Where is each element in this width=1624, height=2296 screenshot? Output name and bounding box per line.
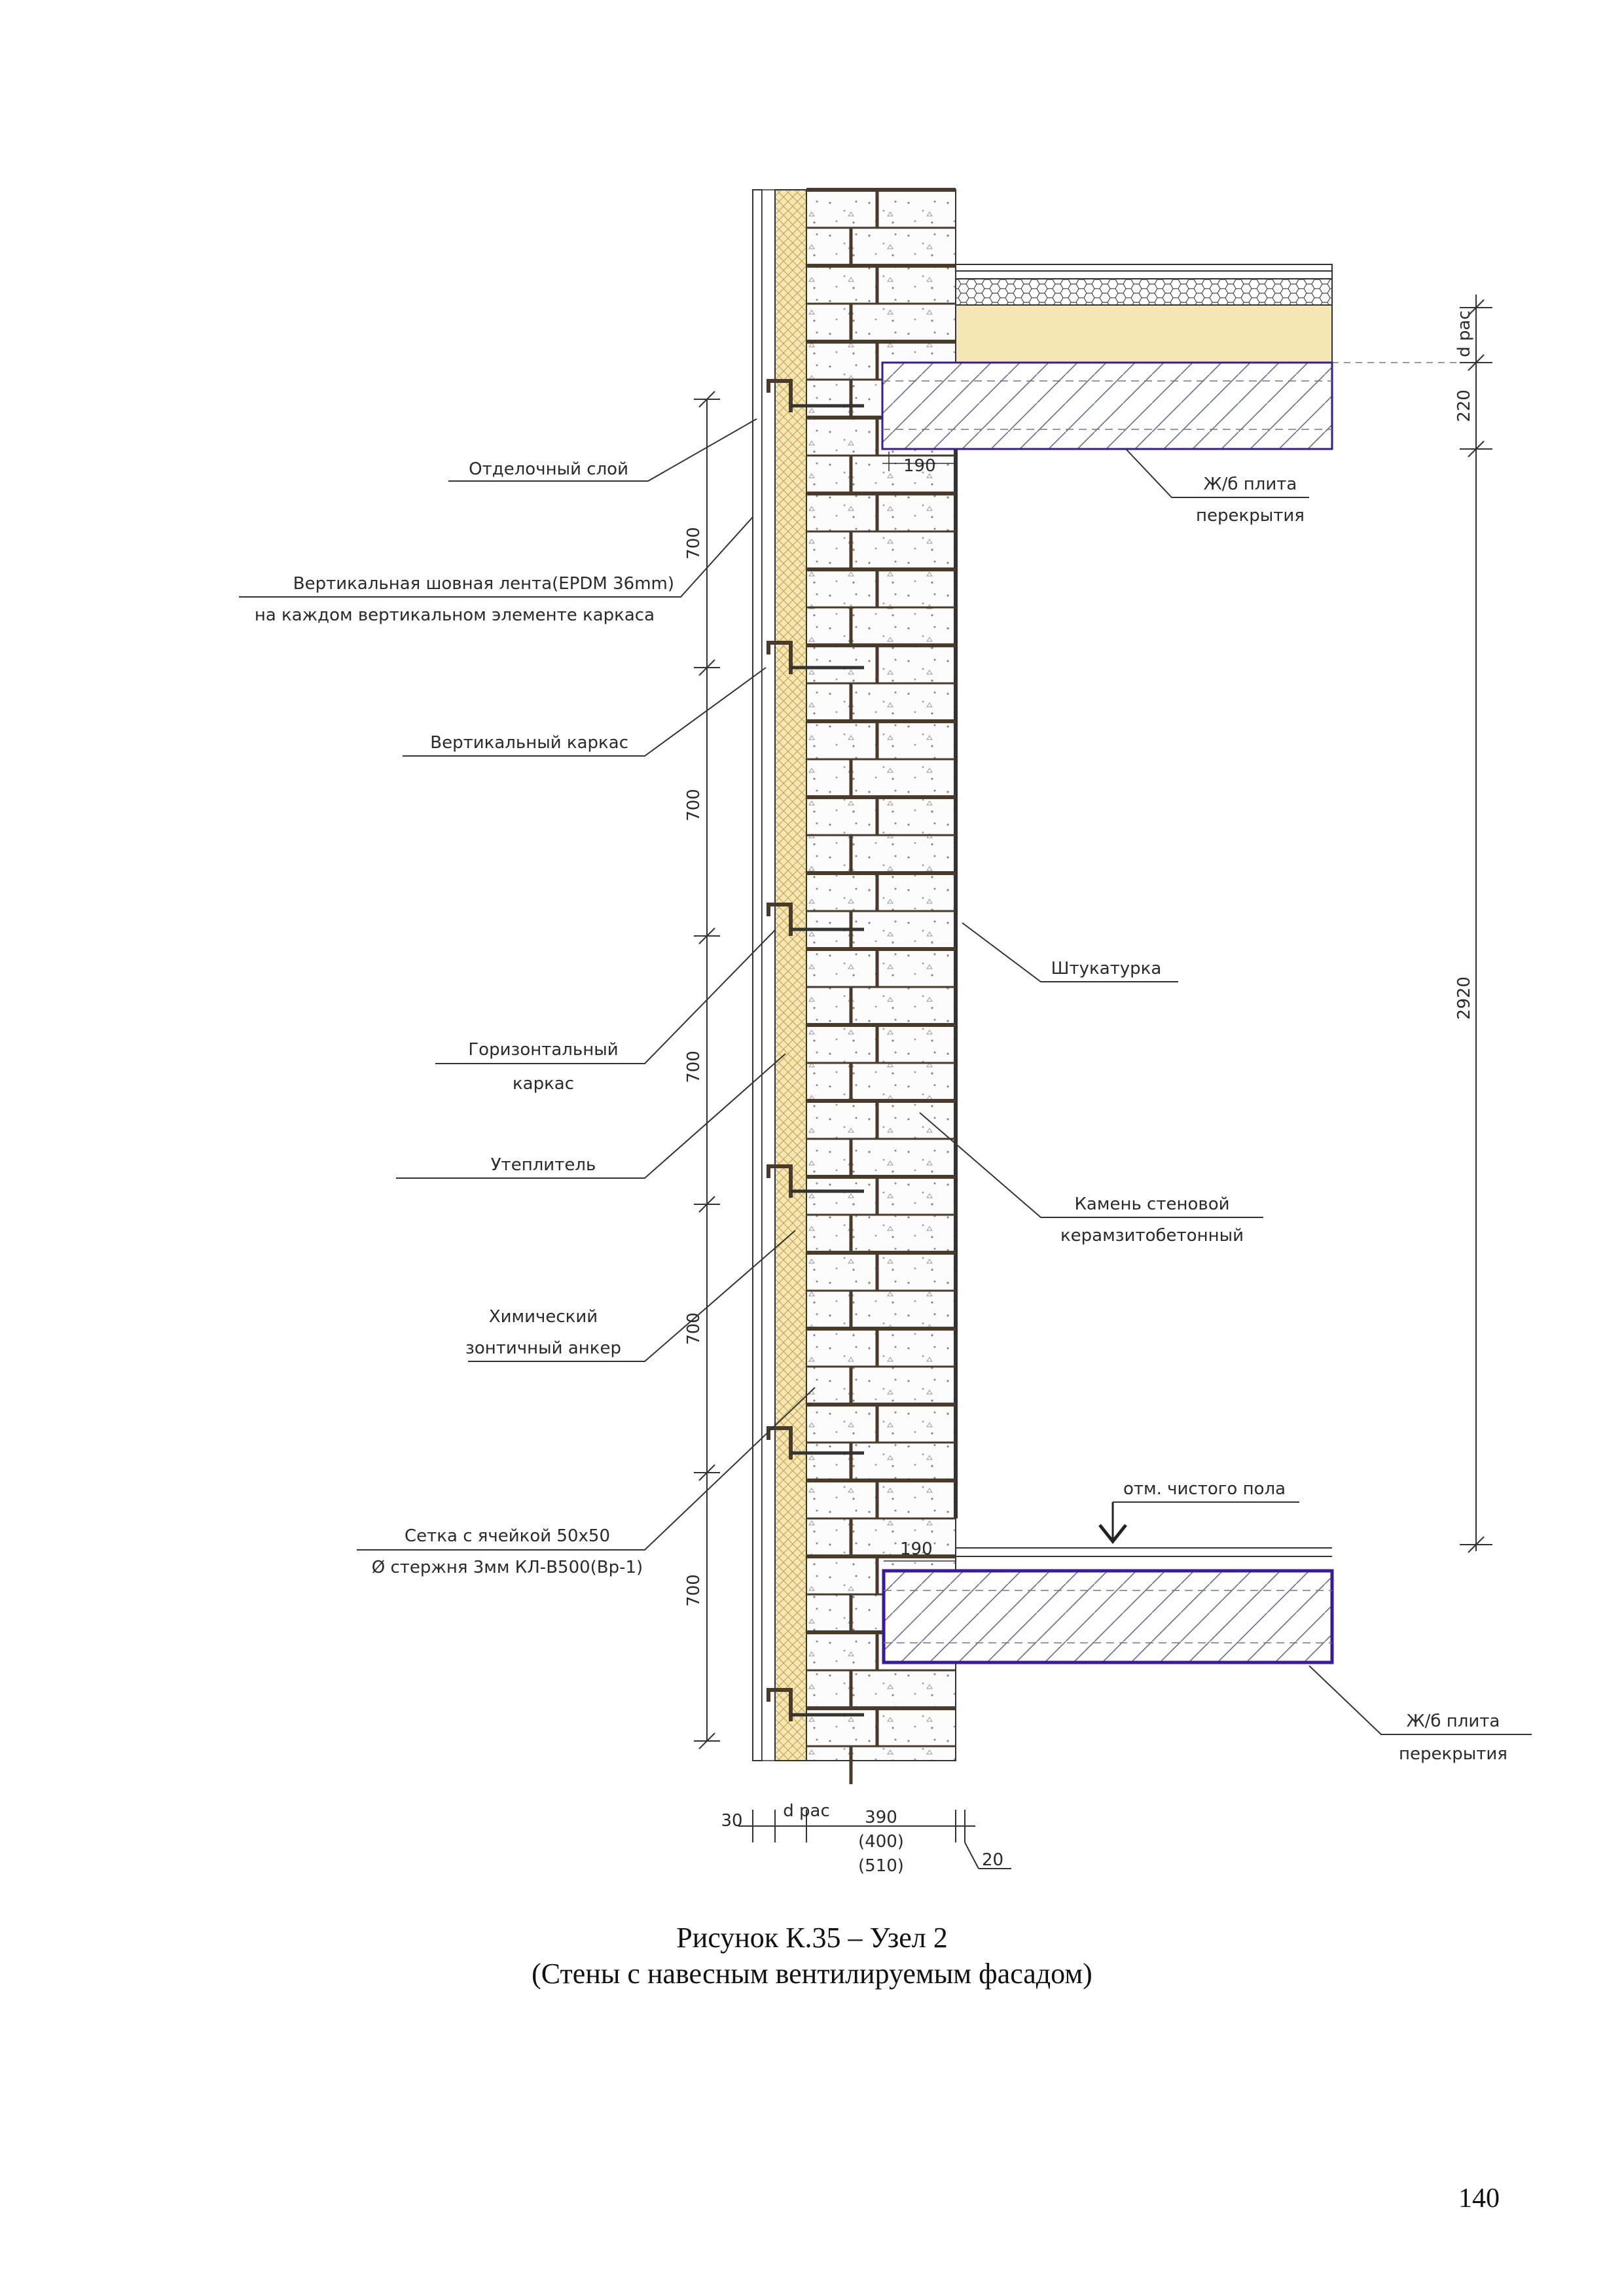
dim-700-1: 700 xyxy=(684,527,704,560)
dim-190-bottom: 190 xyxy=(900,1539,933,1559)
label-stone-1: Камень стеновой xyxy=(1074,1194,1230,1214)
right-dimension-chain xyxy=(1332,295,1492,1552)
label-insulation: Утеплитель xyxy=(490,1155,596,1175)
dim-30: 30 xyxy=(721,1811,743,1831)
label-floor-mark: отм. чистого пола xyxy=(1123,1479,1286,1499)
dim-d-pac-right: d рас xyxy=(1454,310,1474,357)
label-slab-top-2: перекрытия xyxy=(1196,506,1305,526)
insulation-layer xyxy=(775,190,806,1761)
label-slab-bottom-1: Ж/б плита xyxy=(1406,1712,1500,1731)
figure-caption-subtitle: (Стены с навесным вентилируемым фасадом) xyxy=(532,1958,1092,1990)
label-horizontal-frame-1: Горизонтальный xyxy=(468,1040,619,1060)
label-slab-bottom-2: перекрытия xyxy=(1399,1744,1507,1764)
label-finish-layer: Отделочный слой xyxy=(469,459,628,479)
finish-layer xyxy=(753,190,762,1761)
label-stone-2: керамзитобетонный xyxy=(1060,1226,1244,1246)
label-tape-line2: на каждом вертикальном элементе каркаса xyxy=(254,605,655,625)
dim-190-top: 190 xyxy=(903,456,936,476)
dim-220: 220 xyxy=(1454,389,1474,422)
top-floor-build-up xyxy=(956,264,1332,363)
dim-20: 20 xyxy=(982,1850,1004,1870)
floor-mark-arrow xyxy=(1100,1502,1126,1541)
dim-700-3: 700 xyxy=(684,1050,704,1083)
label-plaster: Штукатурка xyxy=(1051,959,1162,978)
label-vertical-frame: Вертикальный каркас xyxy=(430,733,628,753)
dim-2920: 2920 xyxy=(1454,976,1474,1020)
top-slab xyxy=(882,363,1332,449)
label-mesh-2: Ø стержня 3мм КЛ-В500(Вр-1) xyxy=(371,1558,643,1577)
dim-700-4: 700 xyxy=(684,1312,704,1345)
bottom-slab xyxy=(884,1571,1332,1662)
dim-700-5: 700 xyxy=(684,1574,704,1607)
dim-700-2: 700 xyxy=(684,789,704,821)
label-horizontal-frame-2: каркас xyxy=(512,1074,575,1094)
label-anchor-2: зонтичный анкер xyxy=(465,1338,621,1358)
label-tape-line1: Вертикальная шовная лента(EPDM 36mm) xyxy=(293,574,674,594)
label-mesh-1: Сетка с ячейкой 50х50 xyxy=(405,1526,610,1546)
label-slab-top-1: Ж/б плита xyxy=(1203,475,1297,494)
label-anchor-1: Химический xyxy=(488,1307,598,1327)
dim-510: (510) xyxy=(858,1856,904,1876)
figure-caption-title: Рисунок К.35 – Узел 2 xyxy=(676,1922,948,1954)
dim-390: 390 xyxy=(865,1808,897,1827)
page-number: 140 xyxy=(1458,2183,1500,2214)
dim-d-pac-bottom: d рас xyxy=(783,1801,830,1821)
air-gap xyxy=(762,190,775,1761)
dim-400: (400) xyxy=(858,1832,904,1852)
